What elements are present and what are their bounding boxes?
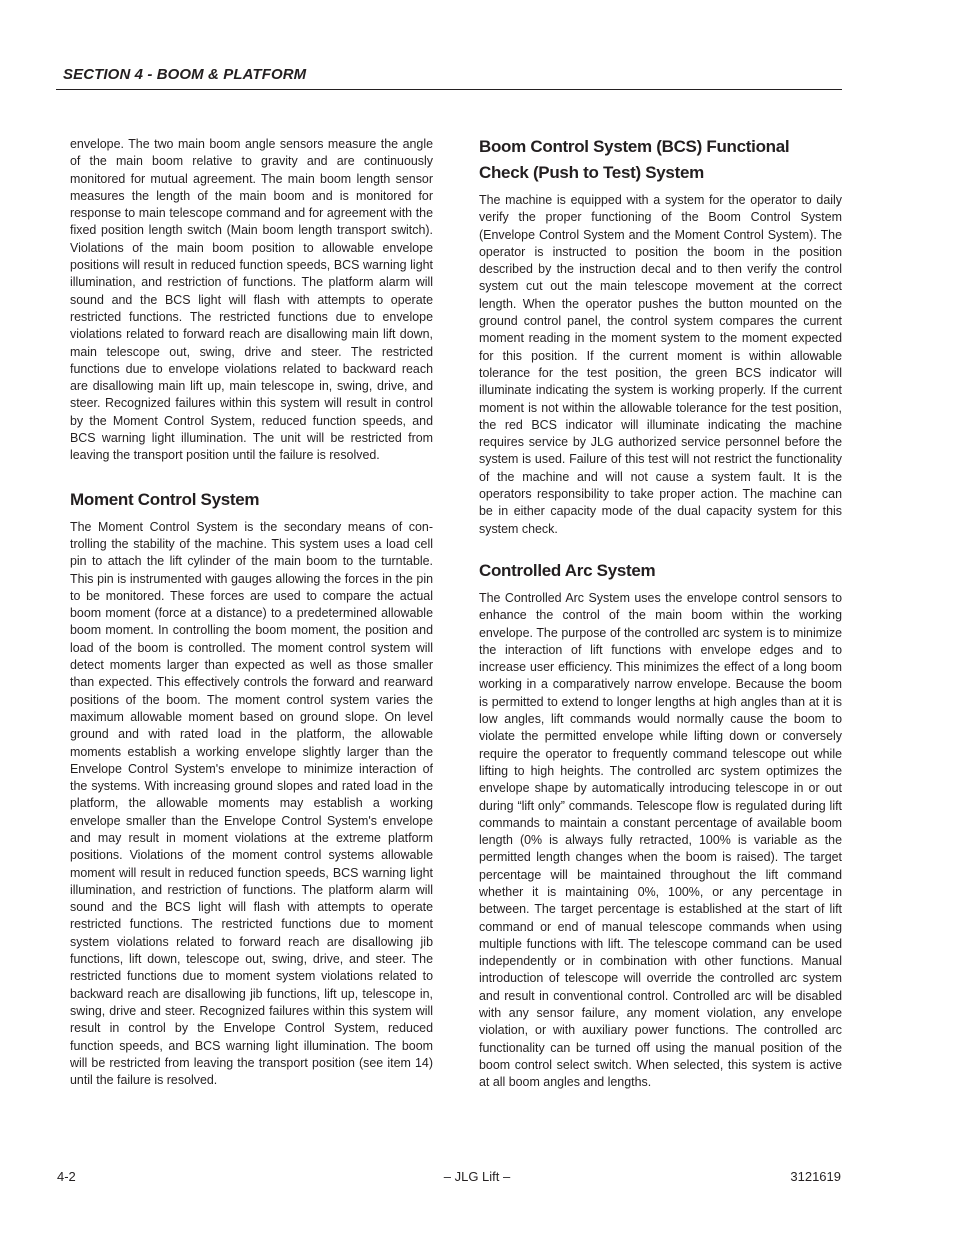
controlled-arc-heading: Controlled Arc System: [479, 560, 656, 580]
section-header-title: SECTION 4 - BOOM & PLATFORM: [63, 66, 307, 83]
envelope-intro-paragraph: envelope. The two main boom angle sensors measure the angle of the main boom relative to gravity and are continuously monitored for mutual agreement. The main boom length sensor measures the length of the main boom and is monitored for response to main telescope command and for agreement with the fixed position length switch (Main boom length transport switch). Violations of the main boom position to allowable envelope positions will result in reduced function speeds, BCS warning light illumination, and restriction of functions. The platform alarm will sound and the BCS light will flash with attempts to operate restricted functions. The restricted functions due to envelope violations related to forward reach are disallowing main lift down, main telescope out, swing, drive and steer. The restricted functions due to envelope violations related to backward reach are disallowing main lift up, main telescope in, swing, drive, and steer. Recognized failures within this system will result in control by the Moment Control System, reduced function speeds, and BCS warning light illumination. The unit will be restricted from leaving the transport position until the failure is resolved.: [70, 137, 433, 463]
moment-control-heading: Moment Control System: [70, 489, 260, 509]
bcs-functional-check-paragraph: The machine is equipped with a system for the operator to daily verify the proper functioning of the Boom Control System (Envelope Control System and the Moment Control System). The operator is instructed to position the boom in the position described by the instruction decal and to then verify the control system cut out the main telescope movement at the correct length. When the operator pushes the button mounted on the ground control panel, the control system compares the current moment reading in the moment system to the moment expected for this position. If the current moment is within allowable tolerance for the test position, the green BCS indicator will illuminate indicating the system is working properly. If the current moment is not within the allowable tolerance for the test position, the red BCS indicator will illuminate indicating the machine requires service by JLG authorized service personnel before the system is used. Failure of this test will not restrict the functionality of the machine and will not cause a system fault. It is the operators responsibility to take proper action. The machine can be in either capacity mode of the dual capacity system for this system check.: [479, 193, 842, 536]
footer-publisher: – JLG Lift –: [443, 1169, 511, 1184]
right-column: [479, 134, 842, 1092]
left-column: [70, 136, 433, 1089]
footer-document-number: 3121619: [790, 1169, 841, 1184]
footer-page-number: 4-2: [57, 1169, 76, 1184]
moment-control-paragraph: The Moment Control System is the secondary means of controlling the stability of the machine. This system uses a load cell pin to attach the lift cylinder of the main boom to the turntable. This pin is instrumented with gauges allowing the forces in the pin to be monitored. These forces are used to compare the actual boom moment (force at a distance) to a predetermined allowable boom moment. In controlling the boom moment, the position and load of the boom is controlled. The moment control system will detect moments larger than expected as well as those smaller than expected. This effectively controls the forward and rearward positions of the boom. The moment control system varies the maximum allowable moment based on ground slope. On level ground and with rated load in the platform, the allowable moments establish a working envelope slightly larger than the Envelope Control System's envelope to minimize interaction of the systems. With increasing ground slopes and rated load in the platform, the allowable moments may establish a working envelope smaller than the Envelope Control System's envelope and may result in moment violations at the extreme platform positions. Violations of the moment control systems allowable moment will result in reduced function speeds, BCS warning light illumination, and restriction of functions. The platform alarm will sound and the BCS light will flash with attempts to operate restricted functions. The restricted functions due to moment system violations related to forward reach are disallowing jib functions, lift down, telescope out, swing, drive, and steer. The restricted functions due to moment system violations related to backward reach are disallowing jib functions, lift up, telescope in, swing, drive and steer. Recognized failures within this system will result in control by the Envelope Control System, reduced function speeds, and BCS warning light illumination. The boom will be restricted from leaving the transport position (see item 14) until the failure is resolved.: [70, 519, 433, 1088]
header-divider: [56, 89, 842, 90]
controlled-arc-paragraph: The Controlled Arc System uses the envelope control sensors to enhance the control of the main boom within the working envelope. The purpose of the controlled arc system is to minimize the interaction of lift functions with envelope edges and to increase user efficiency. This minimizes the effect of a long boom working in a comparatively narrow envelope. Because the boom is permitted to extend to longer lengths at high angles than at it is low angles, lift commands would normally cause the boom to violate the permitted envelope while lifting down or conversely require the operator to frequently command telescope out while lifting to high heights. The controlled arc system optimizes the envelope shape by automatically introducing telescope in or out during “lift only” commands. Telescope flow is regulated during lift commands to maintain a constant percentage of available boom length (0% is always fully retracted, 100% is variable as the permitted length changes when the boom is raised). The target percentage will be maintained throughout the lift command whether it is maintaining 0%, 100%, or any percentage in between. The target percentage is established at the start of lift command or end of manual telescope commands when using multiple functions with lift. The telescope command can be used independently or in combination with other functions. Manual introduction of telescope will override the controlled arc system and result in conventional control. Controlled arc will be disabled with any sensor failure, any moment violation, any envelope violation, or with auxiliary power functions. The controlled arc functionality can be turned off using the manual position of the boom control select switch. When selected, this system is active at all boom angles and lengths.: [479, 590, 842, 1090]
bcs-functional-check-heading: Boom Control System (BCS) Functional Check (Push to Test) System: [479, 137, 790, 182]
